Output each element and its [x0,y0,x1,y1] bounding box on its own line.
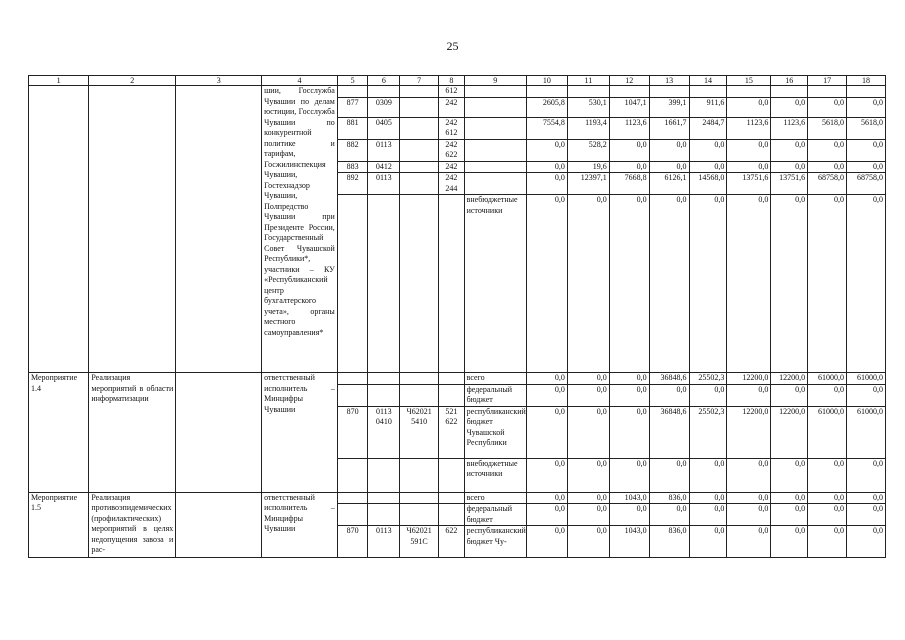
amount-cell: 0,0 [727,161,771,173]
expense-type-cell: 521 622 [439,406,465,458]
funding-source-cell [464,139,526,161]
amount-cell: 0,0 [567,526,609,558]
grbs-code-cell: 882 [337,139,368,161]
funding-source-cell [464,173,526,195]
amount-cell: 0,0 [609,384,649,406]
amount-cell: 0,0 [808,492,847,504]
amount-cell: 19,6 [567,161,609,173]
amount-cell: 0,0 [689,139,727,161]
target-article-cell [400,504,439,526]
amount-cell: 61000,0 [808,406,847,458]
section-code-cell: 0309 [368,97,400,117]
amount-cell: 0,0 [771,195,808,373]
amount-cell [609,86,649,98]
amount-cell: 12200,0 [727,373,771,385]
expense-type-cell [439,195,465,373]
amount-cell: 0,0 [526,373,567,385]
target-article-cell [400,373,439,385]
amount-cell: 0,0 [771,161,808,173]
column-number-header: 7 [400,76,439,86]
column-number-header: 14 [689,76,727,86]
amount-cell: 12200,0 [727,406,771,458]
amount-cell: 0,0 [567,384,609,406]
activity-name-cell: Реализация противоэпидемических (профилактических) мероприятий в целях недопущения завоза и рас- [89,492,176,558]
amount-cell: 0,0 [727,384,771,406]
budget-table [28,75,886,558]
section-code-cell [368,373,400,385]
amount-cell: 7668,8 [609,173,649,195]
grbs-code-cell [337,373,368,385]
column-number-header: 12 [609,76,649,86]
amount-cell: 0,0 [609,406,649,458]
goal-cell [176,492,262,558]
amount-cell: 0,0 [847,161,886,173]
amount-cell: 0,0 [609,161,649,173]
amount-cell: 0,0 [847,139,886,161]
amount-cell: 1661,7 [649,117,689,139]
column-number-header: 9 [464,76,526,86]
amount-cell: 61000,0 [808,373,847,385]
amount-cell: 528,2 [567,139,609,161]
activity-name-cell [89,86,176,373]
amount-cell: 530,1 [567,97,609,117]
amount-cell: 0,0 [727,492,771,504]
column-number-header: 4 [262,76,338,86]
amount-cell: 0,0 [689,195,727,373]
amount-cell: 61000,0 [847,406,886,458]
target-article-cell [400,173,439,195]
table-row [29,492,886,504]
column-number-header: 15 [727,76,771,86]
amount-cell [689,86,727,98]
amount-cell: 0,0 [727,526,771,558]
column-number-header: 13 [649,76,689,86]
amount-cell: 0,0 [771,384,808,406]
amount-cell: 5618,0 [847,117,886,139]
expense-type-cell [439,492,465,504]
amount-cell: 5618,0 [808,117,847,139]
amount-cell: 399,1 [649,97,689,117]
amount-cell [526,86,567,98]
expense-type-cell: 242 622 [439,139,465,161]
amount-cell: 12200,0 [771,373,808,385]
grbs-code-cell: 870 [337,406,368,458]
amount-cell: 25502,3 [689,406,727,458]
amount-cell: 911,6 [689,97,727,117]
amount-cell: 0,0 [808,139,847,161]
amount-cell: 0,0 [808,161,847,173]
amount-cell: 0,0 [526,161,567,173]
column-number-header: 5 [337,76,368,86]
amount-cell: 36848,6 [649,406,689,458]
amount-cell: 1123,6 [727,117,771,139]
amount-cell: 0,0 [771,97,808,117]
amount-cell: 0,0 [526,406,567,458]
amount-cell: 0,0 [847,195,886,373]
amount-cell: 0,0 [689,492,727,504]
amount-cell: 0,0 [808,504,847,526]
amount-cell: 2484,7 [689,117,727,139]
column-number-header: 2 [89,76,176,86]
amount-cell: 0,0 [727,458,771,492]
section-code-cell [368,492,400,504]
grbs-code-cell: 870 [337,526,368,558]
amount-cell: 0,0 [847,97,886,117]
amount-cell: 13751,6 [727,173,771,195]
expense-type-cell [439,504,465,526]
amount-cell: 0,0 [649,504,689,526]
amount-cell: 68758,0 [808,173,847,195]
amount-cell: 0,0 [847,458,886,492]
amount-cell: 0,0 [526,504,567,526]
grbs-code-cell: 883 [337,161,368,173]
expense-type-cell [439,458,465,492]
header-row [29,76,886,86]
executors-cell: ответственный исполнитель – Минцифры Чувашии [262,492,338,558]
amount-cell: 0,0 [727,97,771,117]
amount-cell: 0,0 [808,526,847,558]
grbs-code-cell [337,492,368,504]
amount-cell: 0,0 [526,492,567,504]
amount-cell: 0,0 [771,504,808,526]
amount-cell: 2605,8 [526,97,567,117]
column-number-header: 17 [808,76,847,86]
amount-cell: 0,0 [526,384,567,406]
amount-cell: 13751,6 [771,173,808,195]
column-number-header: 8 [439,76,465,86]
amount-cell: 0,0 [526,458,567,492]
amount-cell: 7554,8 [526,117,567,139]
goal-cell [176,86,262,373]
funding-source-cell: республиканский бюджет Чувашской Республики [464,406,526,458]
amount-cell [847,86,886,98]
column-number-header: 10 [526,76,567,86]
grbs-code-cell [337,504,368,526]
table-row [29,373,886,385]
target-article-cell [400,97,439,117]
expense-type-cell: 242 244 [439,173,465,195]
section-code-cell [368,504,400,526]
amount-cell: 836,0 [649,526,689,558]
amount-cell: 0,0 [727,139,771,161]
amount-cell: 0,0 [727,195,771,373]
section-code-cell: 0113 [368,139,400,161]
amount-cell: 0,0 [526,173,567,195]
section-code-cell: 0113 [368,173,400,195]
amount-cell: 1043,0 [609,492,649,504]
funding-source-cell: внебюджетные источники [464,458,526,492]
amount-cell: 0,0 [567,195,609,373]
amount-cell [649,86,689,98]
target-article-cell: Ч62021 591С [400,526,439,558]
grbs-code-cell: 892 [337,173,368,195]
amount-cell: 0,0 [609,373,649,385]
target-article-cell [400,384,439,406]
amount-cell: 0,0 [609,504,649,526]
table-row [29,86,886,98]
amount-cell: 0,0 [567,504,609,526]
amount-cell: 0,0 [689,384,727,406]
amount-cell: 0,0 [649,161,689,173]
amount-cell: 0,0 [727,504,771,526]
column-number-header: 1 [29,76,89,86]
expense-type-cell [439,373,465,385]
activity-number-cell: Мероприятие 1.5 [29,492,89,558]
grbs-code-cell [337,195,368,373]
grbs-code-cell: 877 [337,97,368,117]
amount-cell: 1123,6 [609,117,649,139]
amount-cell [808,86,847,98]
amount-cell: 0,0 [526,195,567,373]
amount-cell: 0,0 [567,406,609,458]
amount-cell: 0,0 [689,504,727,526]
funding-source-cell [464,161,526,173]
expense-type-cell: 612 [439,86,465,98]
amount-cell: 0,0 [808,458,847,492]
section-code-cell [368,86,400,98]
amount-cell: 6126,1 [649,173,689,195]
column-number-header: 11 [567,76,609,86]
amount-cell: 0,0 [847,504,886,526]
amount-cell: 0,0 [649,384,689,406]
amount-cell: 0,0 [609,458,649,492]
column-number-header: 3 [176,76,262,86]
section-code-cell: 0405 [368,117,400,139]
amount-cell: 0,0 [609,195,649,373]
target-article-cell [400,161,439,173]
section-code-cell: 0113 [368,526,400,558]
amount-cell: 0,0 [689,161,727,173]
target-article-cell [400,117,439,139]
grbs-code-cell: 881 [337,117,368,139]
amount-cell: 0,0 [771,526,808,558]
amount-cell: 0,0 [847,526,886,558]
expense-type-cell: 242 [439,161,465,173]
target-article-cell [400,139,439,161]
activity-name-cell: Реализация мероприятий в области информатизации [89,373,176,493]
target-article-cell [400,86,439,98]
section-code-cell: 0113 0410 [368,406,400,458]
grbs-code-cell [337,458,368,492]
goal-cell [176,373,262,493]
column-number-header: 18 [847,76,886,86]
amount-cell: 0,0 [847,384,886,406]
amount-cell: 0,0 [649,139,689,161]
amount-cell: 0,0 [771,458,808,492]
amount-cell: 36848,6 [649,373,689,385]
executors-cell: шии, Госслужба Чувашии по делам юстиции, Госслужба Чувашии по конкурентной политике и тарифам, Госжилинспекция Чувашии, Гостехнадзор Чувашии, Полпредство Чувашии при Президенте России, Государственный Совет Чувашской Республики*, участники – КУ «Республиканский центр бухгалтерского учета», органы местного самоуправления* [262,86,338,373]
target-article-cell: Ч62021 5410 [400,406,439,458]
funding-source-cell: всего [464,373,526,385]
section-code-cell [368,458,400,492]
amount-cell: 1193,4 [567,117,609,139]
amount-cell: 0,0 [567,373,609,385]
amount-cell: 1123,6 [771,117,808,139]
amount-cell: 1043,0 [609,526,649,558]
amount-cell: 0,0 [771,492,808,504]
amount-cell: 14568,0 [689,173,727,195]
amount-cell [771,86,808,98]
expense-type-cell: 242 [439,97,465,117]
amount-cell: 61000,0 [847,373,886,385]
grbs-code-cell [337,384,368,406]
amount-cell: 0,0 [649,458,689,492]
expense-type-cell: 242 612 [439,117,465,139]
amount-cell: 12200,0 [771,406,808,458]
amount-cell: 0,0 [771,139,808,161]
grbs-code-cell [337,86,368,98]
page-number: 25 [446,39,459,53]
funding-source-cell [464,97,526,117]
amount-cell: 25502,3 [689,373,727,385]
target-article-cell [400,492,439,504]
amount-cell: 0,0 [526,139,567,161]
target-article-cell [400,195,439,373]
target-article-cell [400,458,439,492]
amount-cell: 0,0 [526,526,567,558]
amount-cell: 68758,0 [847,173,886,195]
column-number-header: 16 [771,76,808,86]
amount-cell: 0,0 [567,492,609,504]
executors-cell: ответственный исполнитель – Минцифры Чувашии [262,373,338,493]
amount-cell [567,86,609,98]
funding-source-cell [464,117,526,139]
amount-cell: 0,0 [649,195,689,373]
amount-cell: 0,0 [689,458,727,492]
expense-type-cell [439,384,465,406]
amount-cell: 0,0 [808,195,847,373]
funding-source-cell: федеральный бюджет [464,504,526,526]
amount-cell: 836,0 [649,492,689,504]
amount-cell: 0,0 [609,139,649,161]
funding-source-cell: федеральный бюджет [464,384,526,406]
amount-cell: 0,0 [847,492,886,504]
section-code-cell [368,195,400,373]
funding-source-cell: республиканский бюджет Чу- [464,526,526,558]
amount-cell: 0,0 [567,458,609,492]
activity-number-cell: Мероприятие 1.4 [29,373,89,493]
section-code-cell [368,384,400,406]
funding-source-cell: всего [464,492,526,504]
expense-type-cell: 622 [439,526,465,558]
amount-cell [727,86,771,98]
section-code-cell: 0412 [368,161,400,173]
funding-source-cell [464,86,526,98]
activity-number-cell [29,86,89,373]
amount-cell: 0,0 [689,526,727,558]
column-number-header: 6 [368,76,400,86]
amount-cell: 1047,1 [609,97,649,117]
amount-cell: 12397,1 [567,173,609,195]
funding-source-cell: внебюджетные источники [464,195,526,373]
amount-cell: 0,0 [808,97,847,117]
amount-cell: 0,0 [808,384,847,406]
